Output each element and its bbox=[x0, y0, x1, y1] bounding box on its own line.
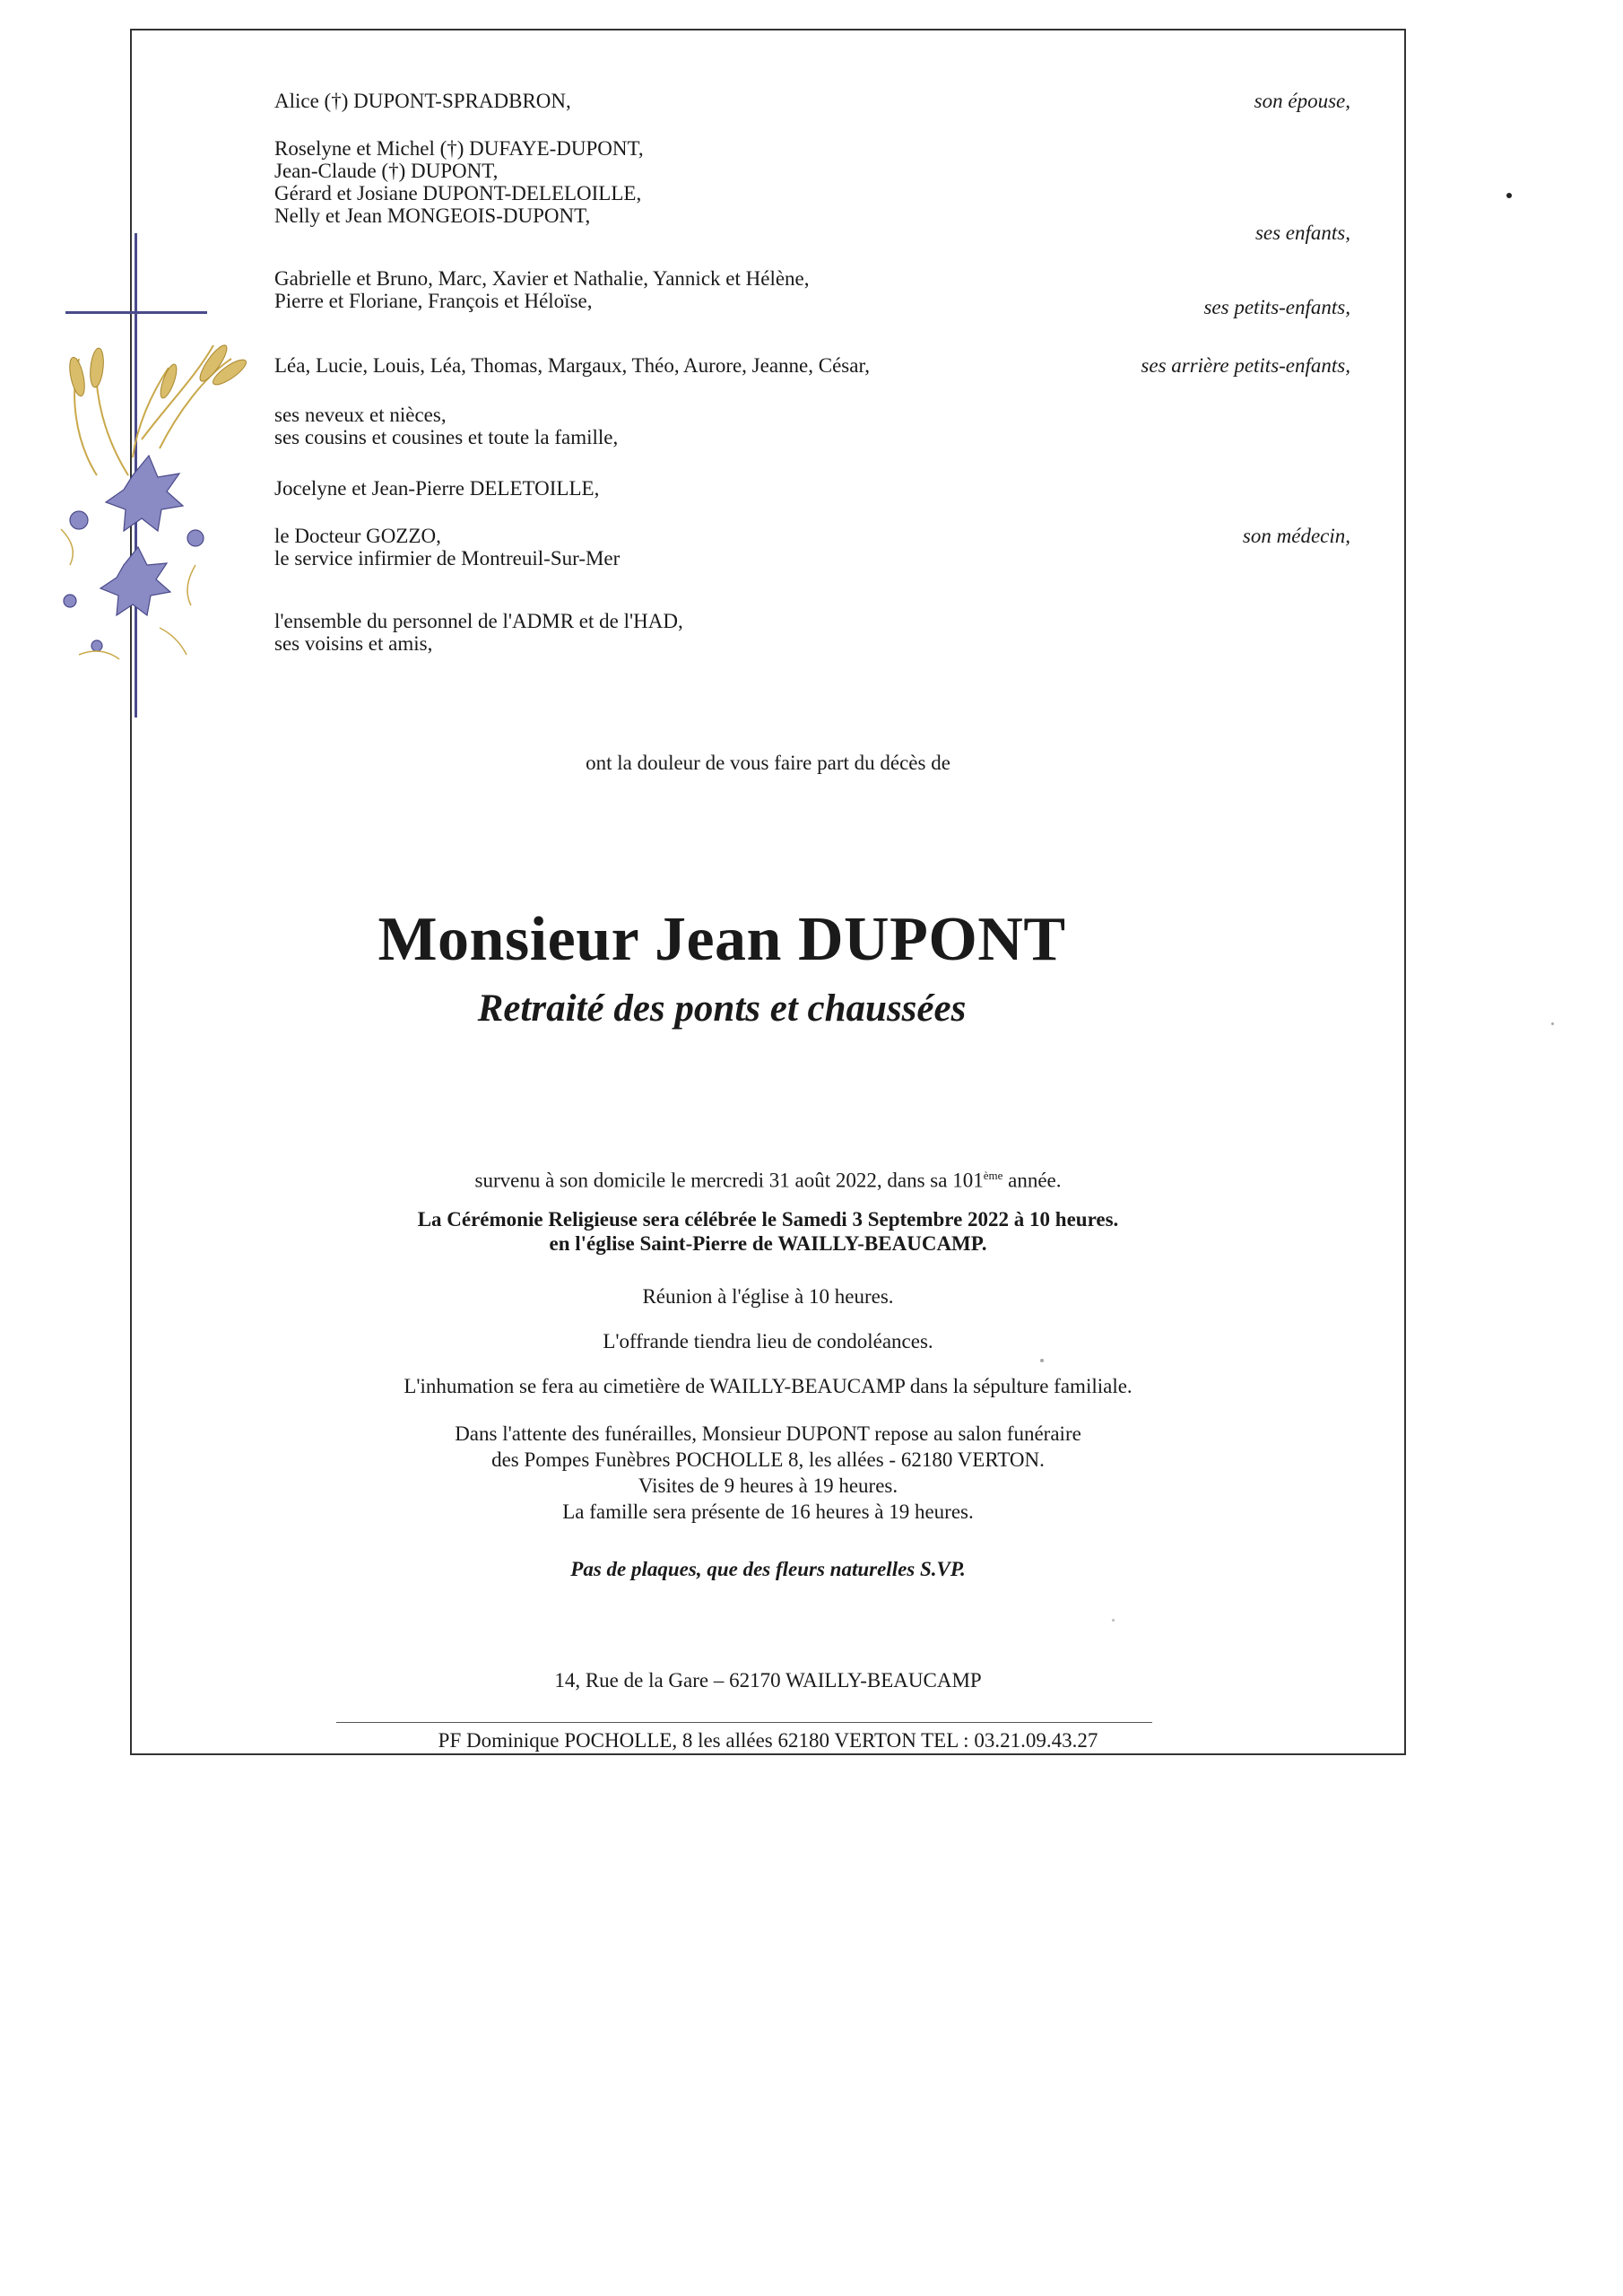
family-line: Alice (†) DUPONT-SPRADBRON, bbox=[274, 90, 571, 112]
family-line: Gabrielle et Bruno, Marc, Xavier et Nathalie, Yannick et Hélène, bbox=[274, 267, 810, 290]
family-line: ses voisins et amis, bbox=[274, 632, 433, 655]
family-line: ses neveux et nièces, bbox=[274, 404, 447, 426]
family-line: Gérard et Josiane DUPONT-DELELOILLE, bbox=[274, 182, 642, 204]
ceremony-line-2: en l'église Saint-Pierre de WAILLY-BEAUCAMP. bbox=[549, 1232, 987, 1255]
relation-label: ses enfants, bbox=[1254, 222, 1350, 244]
relation-label: ses petits-enfants, bbox=[1203, 296, 1350, 318]
family-group-doctor bbox=[274, 525, 1350, 570]
family-line: Jocelyne et Jean-Pierre DELETOILLE, bbox=[274, 477, 600, 500]
family-group-staff-neighbors bbox=[274, 610, 1350, 655]
death-notice bbox=[130, 1163, 1406, 1193]
viewing-line: Visites de 9 heures à 19 heures. bbox=[638, 1474, 898, 1497]
scan-speck bbox=[1506, 193, 1512, 198]
cross-horizontal-bar bbox=[65, 311, 207, 314]
death-notice-end: année. bbox=[1002, 1169, 1062, 1192]
family-group-spouse bbox=[274, 90, 1350, 112]
home-address: 14, Rue de la Gare – 62170 WAILLY-BEAUCAMP bbox=[554, 1669, 982, 1692]
scan-speck bbox=[1112, 1619, 1115, 1622]
death-notice-text: survenu à son domicile le mercredi 31 août 2022, dans sa 101 bbox=[474, 1169, 984, 1192]
offering-info: L'offrande tiendra lieu de condoléances. bbox=[603, 1330, 933, 1352]
deceased-title: Retraité des ponts et chaussées bbox=[477, 987, 967, 1030]
family-line: l'ensemble du personnel de l'ADMR et de l'HAD, bbox=[274, 610, 683, 632]
family-group-children bbox=[274, 137, 1350, 244]
wheat-and-flowers-icon bbox=[43, 341, 276, 682]
viewing-line: La famille sera présente de 16 heures à 19 heures. bbox=[562, 1500, 974, 1523]
flowers-note: Pas de plaques, que des fleurs naturelles S.VP. bbox=[570, 1558, 966, 1580]
deceased-name: Monsieur Jean DUPONT bbox=[378, 905, 1066, 974]
announcement-intro: ont la douleur de vous faire part du décès de bbox=[586, 752, 950, 774]
viewing-line: Dans l'attente des funérailles, Monsieur DUPONT repose au salon funéraire bbox=[455, 1422, 1081, 1445]
family-line: Roselyne et Michel (†) DUFAYE-DUPONT, bbox=[274, 137, 644, 160]
ceremony-line-1: La Cérémonie Religieuse sera célébrée le Samedi 3 Septembre 2022 à 10 heures. bbox=[417, 1208, 1119, 1231]
funeral-home-footer: PF Dominique POCHOLLE, 8 les allées 62180 VERTON TEL : 03.21.09.43.27 bbox=[438, 1729, 1098, 1752]
footer-divider bbox=[336, 1722, 1152, 1723]
family-line: le service infirmier de Montreuil-Sur-Mer bbox=[274, 547, 621, 570]
viewing-line: des Pompes Funèbres POCHOLLE 8, les allées - 62180 VERTON. bbox=[491, 1448, 1045, 1471]
ordinal-suffix: ème bbox=[983, 1169, 1003, 1182]
relation-label: son épouse, bbox=[1254, 90, 1350, 112]
family-line: ses cousins et cousines et toute la famille, bbox=[274, 426, 619, 448]
family-line: Jean-Claude (†) DUPONT, bbox=[274, 160, 499, 182]
relation-label: ses arrière petits-enfants, bbox=[1141, 354, 1350, 377]
family-group-great-grandchildren bbox=[274, 354, 1350, 377]
relation-label: son médecin, bbox=[1242, 525, 1350, 547]
meeting-info: Réunion à l'église à 10 heures. bbox=[642, 1285, 894, 1308]
family-group-grandchildren bbox=[274, 267, 1350, 318]
family-line: Pierre et Floriane, François et Héloïse, bbox=[274, 290, 593, 312]
scan-speck bbox=[1040, 1359, 1044, 1362]
family-group-relatives bbox=[274, 404, 1350, 448]
family-line: Nelly et Jean MONGEOIS-DUPONT, bbox=[274, 204, 591, 227]
family-line: le Docteur GOZZO, bbox=[274, 525, 441, 547]
family-line: Léa, Lucie, Louis, Léa, Thomas, Margaux, Théo, Aurore, Jeanne, César, bbox=[274, 354, 870, 377]
family-group-friends bbox=[274, 477, 1350, 500]
scan-speck bbox=[1551, 1022, 1554, 1025]
burial-info: L'inhumation se fera au cimetière de WAILLY-BEAUCAMP dans la sépulture familiale. bbox=[404, 1375, 1133, 1397]
